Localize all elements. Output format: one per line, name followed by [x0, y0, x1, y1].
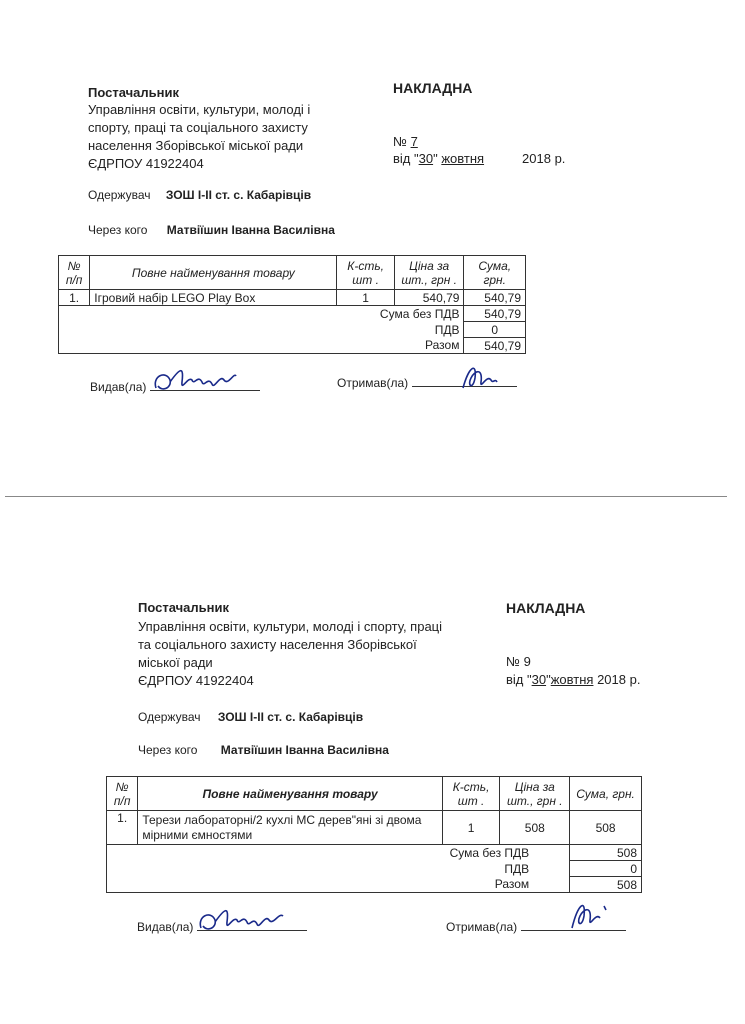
vat-label: ПДВ	[107, 861, 570, 877]
total-value: 540,79	[464, 306, 526, 322]
issued-signature	[150, 362, 240, 400]
number-value: 7	[410, 134, 418, 149]
doc-title: НАКЛАДНА	[506, 600, 586, 616]
table-row	[59, 290, 526, 306]
row-qty: 1	[337, 290, 394, 306]
vat-label: ПДВ	[59, 322, 464, 338]
received-label: Отримав(ла)	[337, 376, 409, 390]
doc-date	[393, 151, 565, 166]
header-sum: Сума, грн.	[464, 256, 526, 290]
recipient-label: Одержувач	[138, 710, 201, 724]
doc-title: НАКЛАДНА	[393, 80, 473, 96]
doc-number	[506, 654, 531, 669]
issued-label: Видав(ла)	[137, 920, 194, 934]
header-no: № п/п	[59, 256, 90, 290]
grand-total-label: Разом	[59, 338, 464, 354]
header-price: Ціна за шт., грн .	[500, 777, 570, 811]
grand-total-value: 508	[570, 877, 642, 893]
supplier-title: Постачальник	[138, 600, 229, 615]
grand-total-row	[59, 338, 526, 354]
supplier-line: та соціального захисту населення Зборівської	[138, 637, 417, 652]
via-label: Через кого	[88, 223, 148, 237]
row-name: Терези лабораторні/2 кухлі МС дерев"яні зі двома мірними ємностями	[138, 811, 442, 845]
doc-date	[506, 672, 640, 687]
row-name: Ігровий набір LEGO Play Box	[90, 290, 337, 306]
recipient-row	[138, 710, 363, 724]
supplier-title: Постачальник	[88, 85, 179, 100]
header-qty: К-сть, шт .	[337, 256, 394, 290]
row-price: 540,79	[394, 290, 464, 306]
header-name: Повне найменування товару	[138, 777, 442, 811]
total-row	[59, 306, 526, 322]
table-header-row	[59, 256, 526, 290]
items-table	[58, 255, 526, 354]
date-year: 2018 р.	[597, 672, 641, 687]
received-signature	[562, 896, 612, 936]
date-mid: "	[546, 672, 551, 687]
recipient-value: ЗОШ І-ІІ ст. с. Кабарівців	[165, 188, 312, 202]
header-price: Ціна за шт., грн .	[394, 256, 464, 290]
header-no: № п/п	[107, 777, 138, 811]
supplier-edrpou: ЄДРПОУ 41922404	[138, 673, 254, 688]
date-prefix: від "	[393, 151, 419, 166]
number-label: №	[506, 654, 520, 669]
number-label: №	[393, 134, 407, 149]
supplier-line: Управління освіти, культури, молоді і	[88, 102, 311, 117]
via-value: Матвіїшин Іванна Василівна	[220, 743, 389, 757]
header-name: Повне найменування товару	[90, 256, 337, 290]
total-row	[107, 845, 642, 861]
vat-row	[59, 322, 526, 338]
items-table	[106, 776, 642, 893]
row-sum: 540,79	[464, 290, 526, 306]
date-month: жовтня	[550, 672, 594, 687]
row-sum: 508	[570, 811, 642, 845]
issued-label: Видав(ла)	[90, 380, 147, 394]
doc-number	[393, 134, 418, 149]
total-value: 508	[570, 845, 642, 861]
via-value: Матвіїшин Іванна Василівна	[166, 223, 335, 237]
date-year: 2018 р.	[522, 151, 566, 166]
grand-total-label: Разом	[107, 877, 570, 893]
supplier-line: населення Зборівської міської ради	[88, 138, 304, 153]
row-no: 1.	[107, 811, 138, 845]
vat-value: 0	[464, 322, 526, 338]
row-no: 1.	[59, 290, 90, 306]
recipient-label: Одержувач	[88, 188, 151, 202]
recipient-value: ЗОШ І-ІІ ст. с. Кабарівців	[217, 710, 364, 724]
total-label: Сума без ПДВ	[59, 306, 464, 322]
via-row	[88, 223, 335, 237]
table-header-row	[107, 777, 642, 811]
supplier-line: міської ради	[138, 655, 213, 670]
vat-value: 0	[570, 861, 642, 877]
date-day: 30	[418, 151, 434, 166]
number-value: 9	[523, 654, 531, 669]
date-prefix: від "	[506, 672, 532, 687]
supplier-line: спорту, праці та соціального захисту	[88, 120, 308, 135]
date-mid: "	[433, 151, 442, 166]
table-row	[107, 811, 642, 845]
issued-signature	[195, 902, 290, 940]
vat-row	[107, 861, 642, 877]
header-sum: Сума, грн.	[570, 777, 642, 811]
via-label: Через кого	[138, 743, 198, 757]
header-qty: К-сть, шт .	[442, 777, 500, 811]
received-label: Отримав(ла)	[446, 920, 518, 934]
date-day: 30	[531, 672, 547, 687]
date-month: жовтня	[441, 151, 485, 166]
via-row	[138, 743, 389, 757]
supplier-edrpou: ЄДРПОУ 41922404	[88, 156, 204, 171]
grand-total-row	[107, 877, 642, 893]
supplier-line: Управління освіти, культури, молоді і спорту, праці	[138, 619, 443, 634]
received-signature	[455, 360, 500, 398]
grand-total-value: 540,79	[464, 338, 526, 354]
recipient-row	[88, 188, 311, 202]
page-divider	[5, 496, 727, 497]
row-qty: 1	[442, 811, 500, 845]
row-price: 508	[500, 811, 570, 845]
total-label: Сума без ПДВ	[107, 845, 570, 861]
